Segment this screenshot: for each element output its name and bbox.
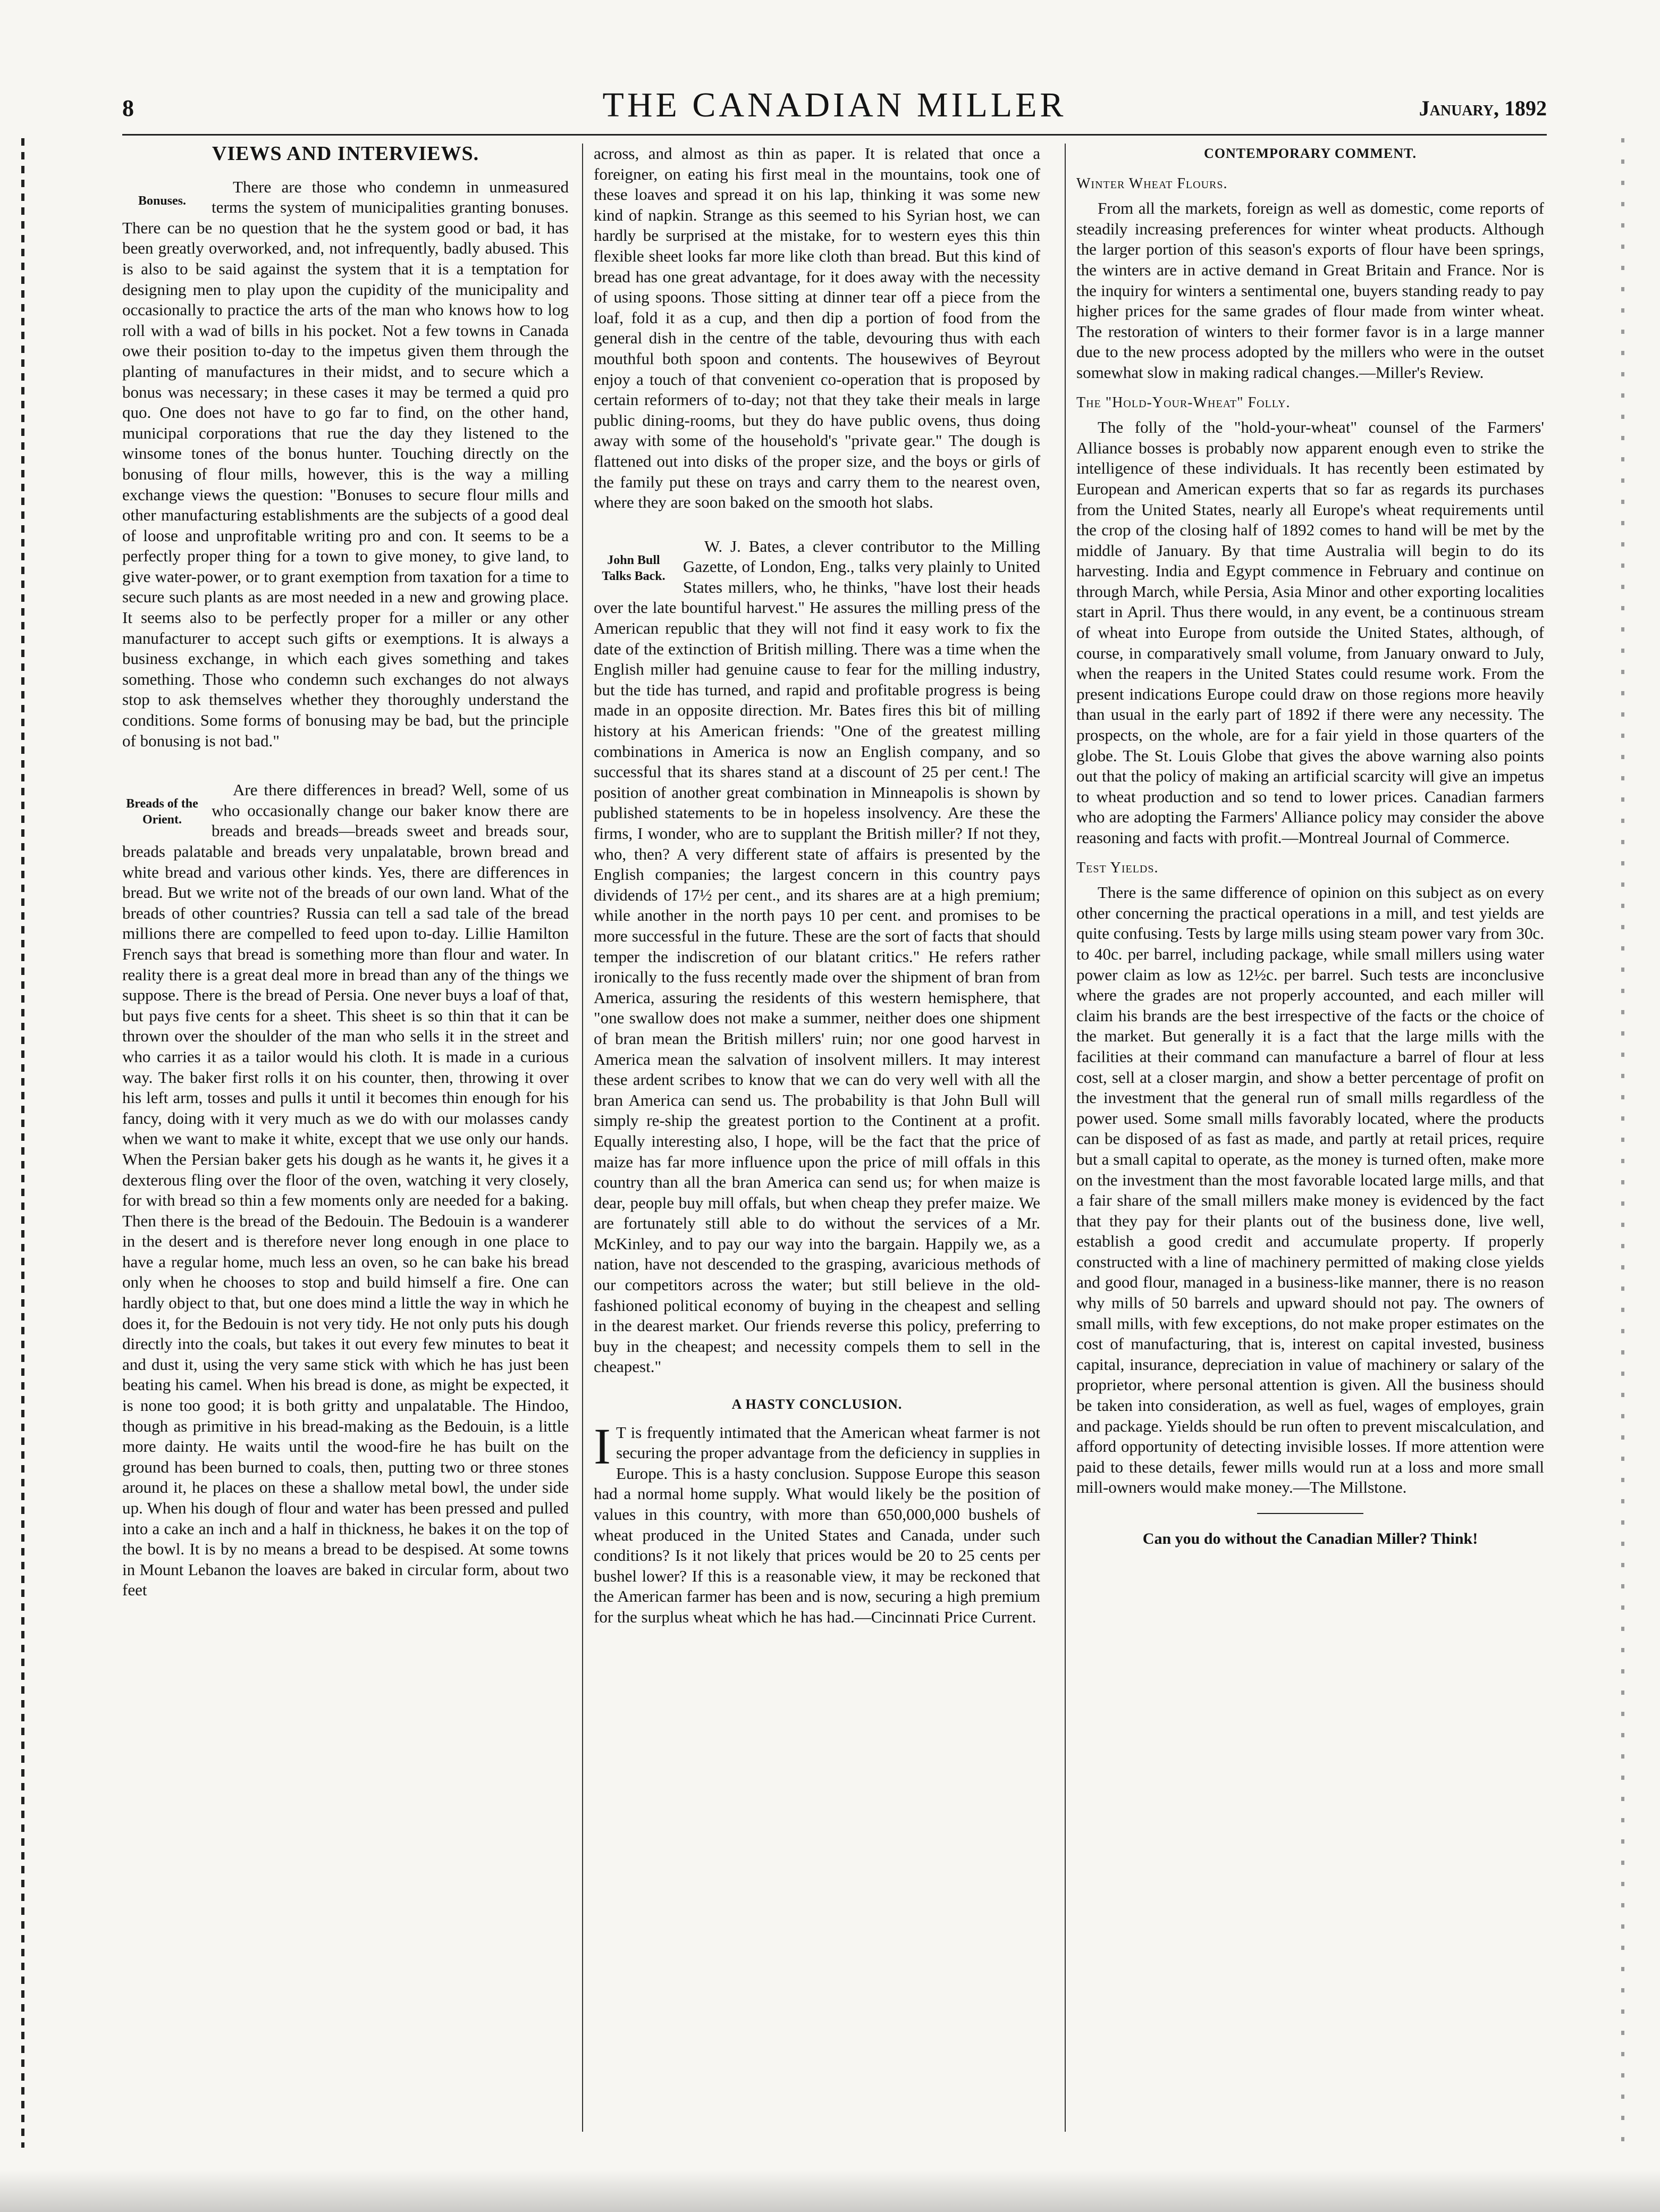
column-1 xyxy=(122,144,569,2132)
folly-head: The "Hold-Your-Wheat" Folly. xyxy=(1076,394,1291,411)
winter-text: From all the markets, foreign as well as domestic, come reports of steadily increasing preferences for winter wheat products. Although the larger portion of this season's exports of flour have been springs, the winters are in active demand in Great Britain and France. Nor is the inquiry for winters a sentimental one, buyers standing ready to pay higher prices for the same grades of flour made from winter wheat. The restoration of winters to their former favor is in a large manner due to the new process adopted by the millers who were in the outset somewhat slow in making radical changes.—Miller's Review. xyxy=(1076,199,1544,382)
hasty-title: A HASTY CONCLUSION. xyxy=(731,1397,903,1412)
page-number: 8 xyxy=(122,95,134,121)
article-hasty xyxy=(594,1417,1040,1628)
john-bull-text: W. J. Bates, a clever contributor to the Milling Gazette, of London, Eng., talks very plainly to United States millers, who, he thinks, "have lost their heads over the late bountiful harvest." He assures the milling press of the American republic that they will not find it easy work to fix the date of the extinction of British milling. There was a time when the English miller had genuine cause to fear for the milling industry, but the tide has turned, and rapid and profitable progress is being made in an opposite direction. Mr. Bates fires this bit of milling history at his American friends: "One of the greatest milling combinations in America is now an English company, and so successful that its shares stand at a discount of 25 per cent.! The position of another great combination in Minneapolis is shown by published statements to be in hopeless insolvency. Are these the firms, I wonder, who are to supplant the British miller? If not they, who, then? A very different state of affairs is presented by the English companies; the largest concern in this country pays dividends of 17½ per cent., and its shares are at a high premium; while another in the north pays 10 per cent. and promises to be more successful in the future. These are the sort of facts that should temper the indiscretion of our blatant critics." He refers rather ironically to the fuss recently made over the shipment of bran from America, assuring the residents of this western hemisphere, that "one swallow does not make a summer, neither does one shipment of bran mean the British millers' ruin; nor one good harvest in America mean the salvation of insolvent millers. It may interest these ardent scribes to know that we can do very well with all the bran America can send us. The probability is that John Bull will simply re-ship the greatest portion to the Continent at a profit. Equally interesting also, I hope, will be the fact that the price of maize has far more influence upon the price of mill offals in this country than all the bran America can send us; for when maize is dear, people buy mill offals, but when cheap they prefer maize. We are fortunately still able to do without the services of a Mr. McKinley, and to pay our way into the bargain. Happily we, as a nation, have not descended to the grasping, avaricious methods of our competitors across the water; but still believe in the old-fashioned political economy of buying in the cheapest and selling in the dearest market. Our friends reverse this policy, preferring to buy in the cheapest; and necessity compels them to sell in the cheapest." xyxy=(594,536,1040,1376)
column-divider-2 xyxy=(1065,144,1066,2132)
breads-text: Are there differences in bread? Well, some of us who occasionally change our baker know there are breads and breads—breads sweet and breads sour, breads palatable and breads very unpalatable, brown bread and white bread and various other kinds. Yes, there are differences in bread. But we write not of the breads of our own land. What of the breads of other countries? Russia can tell a sad tale of the bread millions there are compelled to feed upon to-day. Lillie Hamilton French says that bread is something more than flour and water. In reality there is a great deal more in bread than any of the things we suppose. There is the bread of Persia. One never buys a loaf of that, but pays five cents for a sheet. This sheet is so thin that it can be thrown over the shoulder of the man who sells it in the street and who carries it as a tailor would his cloth. It is made in a curious way. The baker first rolls it on his counter, then, throwing it over his left arm, tosses and pulls it until it becomes thin enough for his fancy, doing with it very much as we do with our molasses candy when we want to make it white, except that we use only our hands. When the Persian baker gets his dough as he wants it, he gives it a dexterous fling over the floor of the oven, watching it very closely, for with bread so thin a few moments only are needed for a baking. Then there is the bread of the Bedouin. The Bedouin is a wanderer in the desert and is therefore never long enough in one place to have a regular home, much less an oven, so he can bake his bread only when he chooses to stop and build himself a fire. One can hardly object to that, but one does mind a little the way in which he does it, for the Bedouin is not very tidy. He not only puts his dough directly into the coals, but takes it out every few minutes to beat it and dust it, using the very same stick with which he has just been beating his camel. When his bread is done, as might be expected, it is none too good; it is both gritty and unpalatable. The Hindoo, though as primitive in his bread-making as the Bedouin, is a little more dainty. He waits until the wood-fire he has built on the ground has been burned to coals, then, putting two or three stones around it, he places on these a shallow metal bowl, the under side up. When his dough of flour and water has been pressed and pulled into a cake an inch and a half in thickness, he bakes it on the top of the bowl. It is by no means a bread to be despised. At some towns in Mount Lebanon the loaves are baked in circular form, about two feet xyxy=(122,780,569,1600)
scan-shadow xyxy=(0,2169,1660,2212)
column-3 xyxy=(1076,144,1544,2132)
binding-edge-left xyxy=(21,138,24,2148)
column-divider-1 xyxy=(582,144,583,2132)
tagline: Can you do without the Canadian Miller? Think! xyxy=(1142,1530,1478,1547)
winter-head: Winter Wheat Flours. xyxy=(1076,175,1228,192)
side-head-john-bull: John Bull Talks Back. xyxy=(602,553,665,583)
side-head-breads: Breads of the Orient. xyxy=(126,797,198,827)
column-2 xyxy=(594,144,1040,2132)
closing-rule xyxy=(1257,1513,1363,1514)
page-header xyxy=(122,85,1547,133)
binding-edge-right xyxy=(1621,138,1624,2148)
breads-continued: across, and almost as thin as paper. It is related that once a foreigner, on eating his first meal in the mountains, took one of these loaves and spread it on his lap, thinking it was some new kind of napkin. Strange as this seemed to his Syrian host, we can hardly be surprised at the mistake, for to western eyes this thin flexible sheet looks far more like cloth than bread. But this kind of bread has one great advantage, for it does away with the necessity of using spoons. Those sitting at dinner tear off a piece from the loaf, fold it as a cup, and then dip a portion of food from the general dish in the centre of the table, devouring thus with each mouthful both spoon and contents. The housewives of Beyrout enjoy a touch of that convenient co-operation that is proposed by certain reformers of to-day; not that they take their meals in large public dining-rooms, but they do have public ovens, thus doing away with some of the household's "private gear." The dough is flattened out into disks of the proper size, and the boys or girls of the family put these on trays and carry them to the nearest oven, where they are soon baked on the smooth hot slabs. xyxy=(594,144,1040,512)
article-breads xyxy=(122,780,569,1601)
article-bonuses xyxy=(122,177,569,752)
folly-text: The folly of the "hold-your-wheat" counsel of the Farmers' Alliance bosses is probably now apparent enough even to strike the intelligence of these individuals. It has recently been estimated by European and American experts that so far as regards its purchases from the United States, nearly all Europe's wheat requirements until the crop of the closing half of 1892 comes to hand will be met by the middle of January. By that time Australia will begin to do its harvesting. India and Egypt commence in February and continue on through March, while Persia, Asia Minor and other exporting localities start in April. Thus there would, in any event, be a continuous stream of wheat into Europe from outside the United States, although, of course, in comparatively small volume, from January onward to July, when the reapers in the United States could resume work. From the present indications Europe could draw on those regions more heavily than usual in the early part of 1892 if there were any necessity. The prospects, on the whole, are for a fair yield in those quarters of the globe. The St. Louis Globe that gives the above warning also points out that the policy of making an artificial scarcity will give an impetus to wheat production and so tend to lower prices. Canadian farmers who are adopting the Farmers' Alliance policy may consider the above reasoning and facts with profit.—Montreal Journal of Commerce. xyxy=(1076,418,1544,847)
test-text: There is the same difference of opinion on this subject as on every other concerning the practical operations in a mill, and test yields are quite confusing. Tests by large mills using steam power vary from 30c. to 40c. per barrel, including package, while small millers using water power claim as low as 12½c. per barrel. Such tests are inconclusive where the grades are not properly accounted, and each miller will claim his brands are the best irrespective of the facts or the choice of the market. But generally it is a fact that the large mills with the facilities at their command can manufacture a barrel of flour at less cost, sell at a closer margin, and show a better percentage of profit on the investment that the general run of small mills regardless of the power used. Some small mills favorably located, where the products can be disposed of as fast as made, and partly at retail prices, require but a small capital to operate, as the money is turned often, make more on the investment than the most favorable located large mills, and that a fair share of the small millers make money is evidenced by the fact that they pay for their plants out of the business done, live well, establish a good credit and accumulate property. If properly constructed with a line of machinery permitted of making close yields and good flour, managed in a business-like manner, there is no reason why mills of 50 barrels and upward should not pay. The owners of small mills, with few exceptions, do not make proper estimates on the cost of manufacturing, that is, interest on capital invested, business capital, insurance, depreciation in value of machinery or salary of the proprietor, where personal attention is given. All the business should be taken into consideration, as well as fuel, wages of employes, grain and package. Yields should be run often to prevent miscalculation, and afford opportunity of detecting invisible losses. If more attention were paid to these details, fewer mills would run at a loss and more small mill-owners would make money.—The Millstone. xyxy=(1076,883,1544,1497)
contemporary-title: CONTEMPORARY COMMENT. xyxy=(1204,146,1417,161)
views-title: VIEWS AND INTERVIEWS. xyxy=(212,144,479,165)
drop-cap: I xyxy=(594,1417,611,1475)
header-rule xyxy=(122,134,1547,136)
article-john-bull xyxy=(594,536,1040,1377)
bonuses-text: There are those who condemn in unmeasured terms the system of municipalities granting bonuses. There can be no question that he the system good or bad, it has been greatly overworked, and, not infrequently, badly abused. This is also to be said against the system that it is a temptation for designing men to play upon the cupidity of the municipality and occasionally to practice the arts of the man who knows how to log roll with a wad of bills in his pocket. Not a few towns in Canada owe their position to-day to the impetus given them through the planting of manufactures in their midst, and to secure which a bonus was necessary; in these cases it may be termed a quid pro quo. One does not have to go far to find, on the other hand, municipal corporations that rue the day they listened to the winsome tones of the bonus hunter. Touching directly on the bonusing of flour mills, however, this is the way a milling exchange views the question: "Bonuses to secure flour mills and other manufacturing establishments are the subjects of a good deal of loose and unprofitable writing pro and con. It seems to be a perfectly proper thing for a town to give money, to give land, to give water-power, or to grant exemption from taxation for a time to secure such plants as are most needed in a new and growing place. It seems also to be perfectly proper for a miller or any other manufacturer to accept such gifts or exemptions. It is always a business exchange, in which each gives something and takes something. Those who condemn such exchanges do not always stop to ask themselves whether they thoroughly understand the conditions. Some forms of bonusing may be bad, but the principle of bonusing is not bad." xyxy=(122,177,569,750)
masthead-title: THE CANADIAN MILLER xyxy=(602,86,1067,124)
issue-date: January, 1892 xyxy=(1419,96,1547,120)
test-head: Test Yields. xyxy=(1076,859,1159,876)
side-head-bonuses: Bonuses. xyxy=(138,194,187,208)
hasty-text: T is frequently intimated that the American wheat farmer is not securing the proper advantage from the deficiency in supplies in Europe. This is a hasty conclusion. Suppose Europe this season had a normal home supply. What would likely be the position of values in this country, with more than 650,000,000 bushels of wheat produced in the United States and Canada, under such conditions? Is it not likely that prices would be 20 to 25 cents per bushel lower? If this is a reasonable view, it may be reckoned that the American farmer has been and is now, securing a high premium for the surplus wheat which he has had.—Cincinnati Price Current. xyxy=(594,1423,1040,1626)
